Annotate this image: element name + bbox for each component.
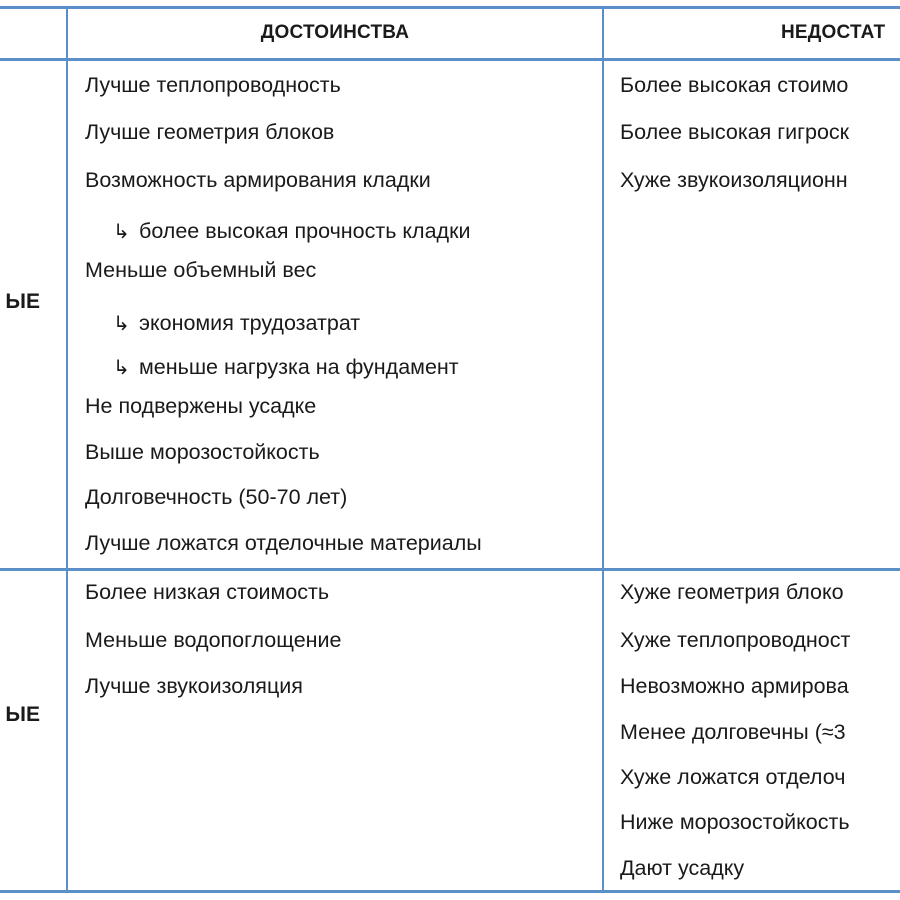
header-advantages: ДОСТОИНСТВА xyxy=(260,22,410,43)
list-item: Хуже звукоизоляционн xyxy=(620,168,848,192)
list-subitem xyxy=(113,311,360,336)
list-item: Лучше звукоизоляция xyxy=(85,674,303,698)
row2-advantages-cell xyxy=(85,571,600,890)
row1-disadvantages-cell xyxy=(620,61,900,568)
list-item: Меньше объемный вес xyxy=(85,258,317,282)
arrow-turn-down-right-icon: ↳ xyxy=(113,313,130,335)
list-item: Возможность армирования кладки xyxy=(85,168,431,192)
list-item: Более низкая стоимость xyxy=(85,580,330,604)
list-item: Более высокая гигроск xyxy=(620,120,850,144)
list-item: Более высокая стоимо xyxy=(620,73,849,97)
list-subitem-text: экономия трудозатрат xyxy=(139,311,361,335)
list-item: Хуже геометрия блоко xyxy=(620,580,844,604)
list-item: Хуже теплопроводност xyxy=(620,628,851,652)
list-item: Лучше ложатся отделочные материалы xyxy=(85,531,482,555)
list-item: Не подвержены усадке xyxy=(85,394,317,418)
header-disadvantages: НЕДОСТАТ xyxy=(781,22,886,43)
arrow-turn-down-right-icon: ↳ xyxy=(113,357,130,379)
list-item: Лучше геометрия блоков xyxy=(85,120,335,144)
row2-disadvantages-cell xyxy=(620,571,900,890)
arrow-turn-down-right-icon: ↳ xyxy=(113,221,130,243)
column-divider-2 xyxy=(602,6,604,893)
row1-advantages-cell xyxy=(85,61,600,568)
row-label-1: ЫЕ xyxy=(5,290,40,313)
list-item: Ниже морозостойкость xyxy=(620,810,850,834)
list-item: Невозможно армирова xyxy=(620,674,849,698)
column-divider-1 xyxy=(66,6,68,893)
list-subitem xyxy=(113,219,471,244)
list-item: Лучше теплопроводность xyxy=(85,73,341,97)
list-subitem xyxy=(113,355,459,380)
list-item: Меньше водопоглощение xyxy=(85,628,342,652)
table-bottom-border xyxy=(0,890,900,893)
list-subitem-text: более высокая прочность кладки xyxy=(139,219,471,243)
row-label-2: ЫЕ xyxy=(5,703,40,726)
list-item: Хуже ложатся отделоч xyxy=(620,765,846,789)
list-item: Дают усадку xyxy=(620,856,745,880)
list-subitem-text: меньше нагрузка на фундамент xyxy=(139,355,459,379)
list-item: Долговечность (50-70 лет) xyxy=(85,485,348,509)
list-item: Выше морозостойкость xyxy=(85,440,320,464)
list-item: Менее долговечны (≈3 xyxy=(620,720,846,744)
